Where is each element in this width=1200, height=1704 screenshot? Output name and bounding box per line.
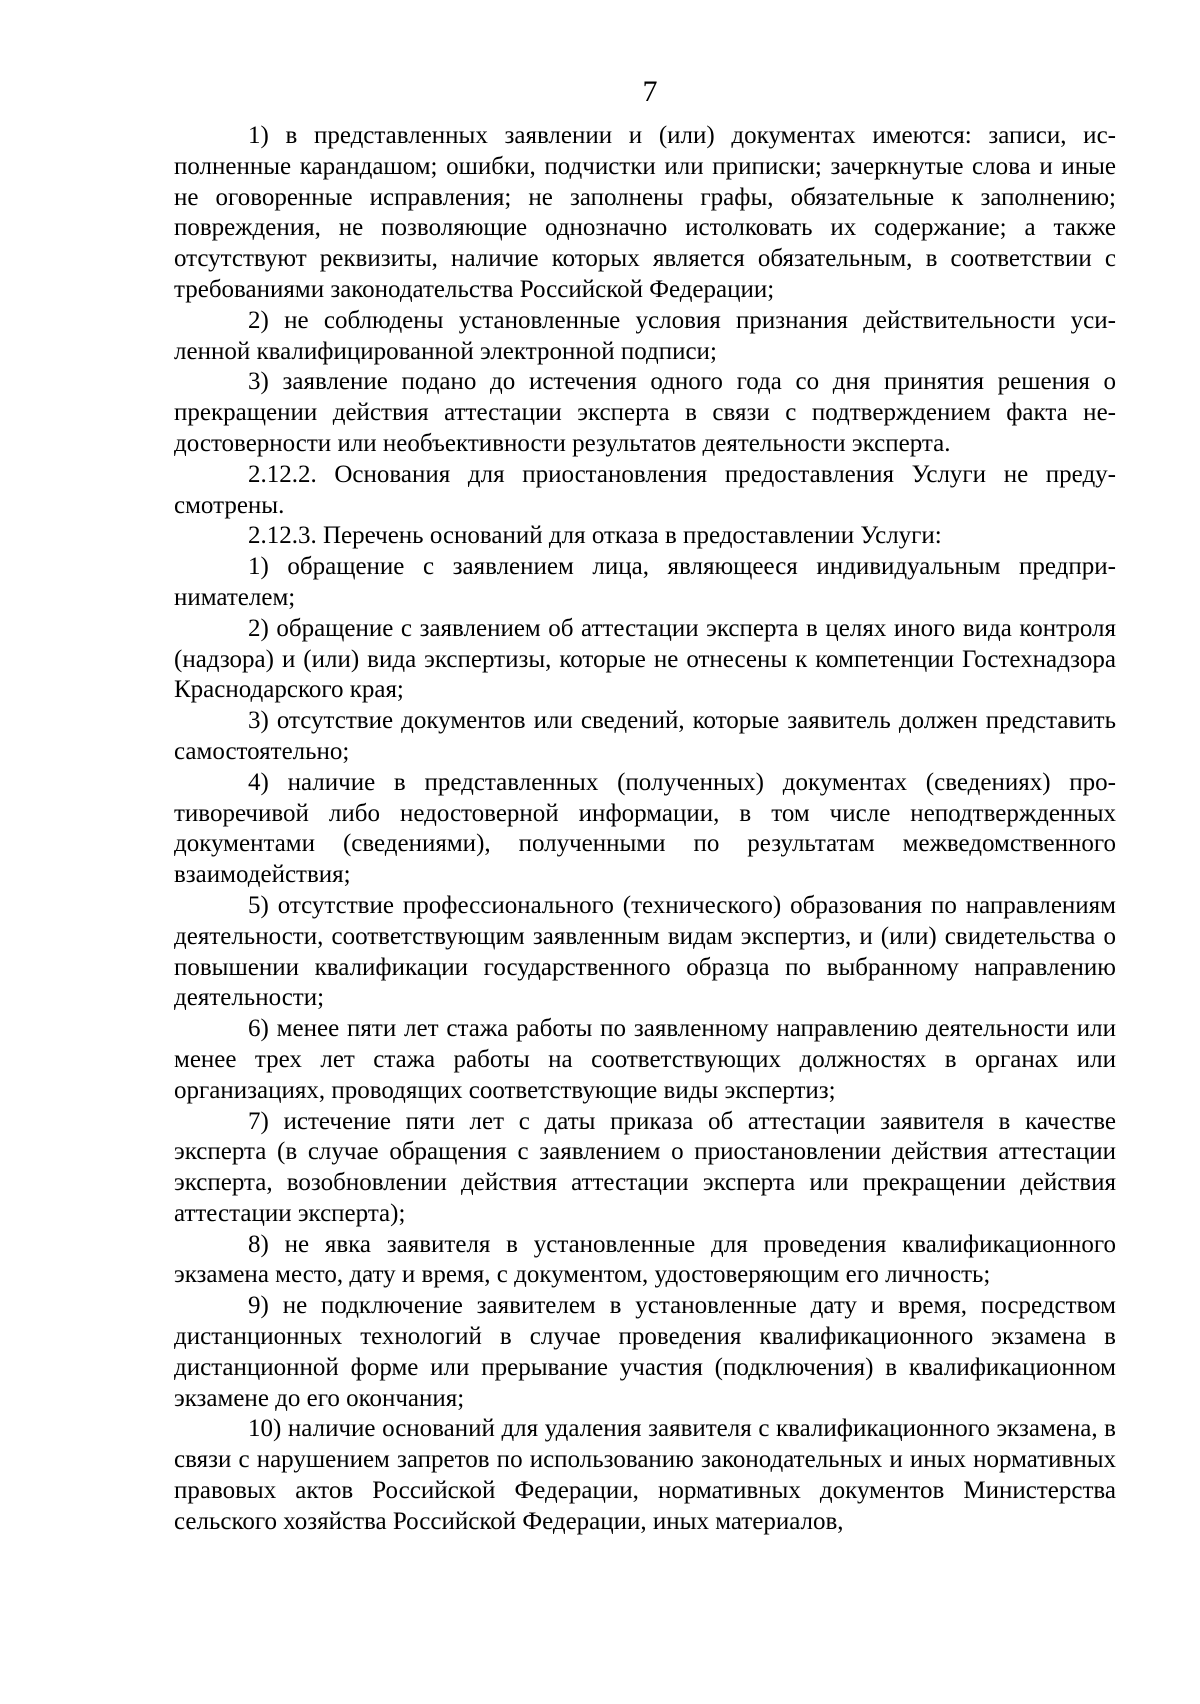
- paragraph-refusal-10: 10) наличие оснований для удаления заявителя с квалификационного экзамена, в связи с нарушением запретов по использованию законодательных и иных нормативных правовых актов Российской Федерации, нормативных документов Министерства сельского хозяйства Российской Федерации, иных материалов,: [174, 1415, 1116, 1535]
- paragraph-refusal-2: 2) обращение с заявлением об аттестации эксперта в целях иного вида контроля (надзора) и (или) вида экспертизы, которые не отнесены к компетенции Гостехнадзора Краснодарского края;: [174, 614, 1116, 704]
- paragraph-clause-1: 1) в представленных заявлении и (или) документах имеются: записи, исполненные карандашом; ошибки, подчистки или приписки; зачеркнутые слова и иные не оговоренные исправления; не заполнены графы, обязательные к заполнению; повреждения, не позволяющие однозначно истолковать их содержание; а также отсутствуют реквизиты, наличие которых является обязательным, в соответствии с требованиями законодательства Российской Федерации;: [174, 122, 1116, 303]
- paragraph-clause-2: 2) не соблюдены установленные условия признания действительности усиленной квалифицированной электронной подписи;: [174, 306, 1116, 365]
- paragraph-refusal-7: 7) истечение пяти лет с даты приказа об аттестации заявителя в качестве эксперта (в случае обращения с заявлением о приостановлении действия аттестации эксперта, возобновлении действия аттестации эксперта или прекращении действия аттестации эксперта);: [174, 1107, 1116, 1227]
- paragraph-refusal-5: 5) отсутствие профессионального (технического) образования по направлениям деятельности, соответствующим заявленным видам экспертиз, и (или) свидетельства о повышении квалификации государственного образца по выбранному направлению деятельности;: [174, 891, 1116, 1012]
- paragraph-section-2-12-2: 2.12.2. Основания для приостановления предоставления Услуги не предусмотрены.: [174, 460, 1116, 519]
- document-body: [174, 121, 1116, 1538]
- paragraph-refusal-3: 3) отсутствие документов или сведений, которые заявитель должен представить самостоятельно;: [174, 707, 1116, 765]
- paragraph-refusal-1: 1) обращение с заявлением лица, являющееся индивидуальным предпринимателем;: [174, 553, 1116, 611]
- page-number: 7: [642, 75, 658, 108]
- paragraph-refusal-4: 4) наличие в представленных (полученных) документах (сведениях) противоречивой либо недостоверной информации, в том числе неподтвержденных документами (сведениями), полученными по результатам межведомственного взаимодействия;: [174, 768, 1116, 889]
- paragraph-section-2-12-3: 2.12.3. Перечень оснований для отказа в предоставлении Услуги:: [248, 522, 942, 550]
- paragraph-refusal-6: 6) менее пяти лет стажа работы по заявленному направлению деятельности или менее трех лет стажа работы на соответствующих должностях в органах или организациях, проводящих соответствующие виды экспертиз;: [174, 1015, 1116, 1104]
- paragraph-clause-3: 3) заявление подано до истечения одного года со дня принятия решения о прекращении действия аттестации эксперта в связи с подтверждением факта недостоверности или необъективности результатов деятельности эксперта.: [174, 368, 1116, 457]
- paragraph-refusal-9: 9) не подключение заявителем в установленные дату и время, посредством дистанционных технологий в случае проведения квалификационного экзамена в дистанционной форме или прерывание участия (подключения) в квалификационном экзамене до его окончания;: [174, 1292, 1116, 1412]
- paragraph-refusal-8: 8) не явка заявителя в установленные для проведения квалификационного экзамена место, дату и время, с документом, удостоверяющим его личность;: [174, 1230, 1116, 1289]
